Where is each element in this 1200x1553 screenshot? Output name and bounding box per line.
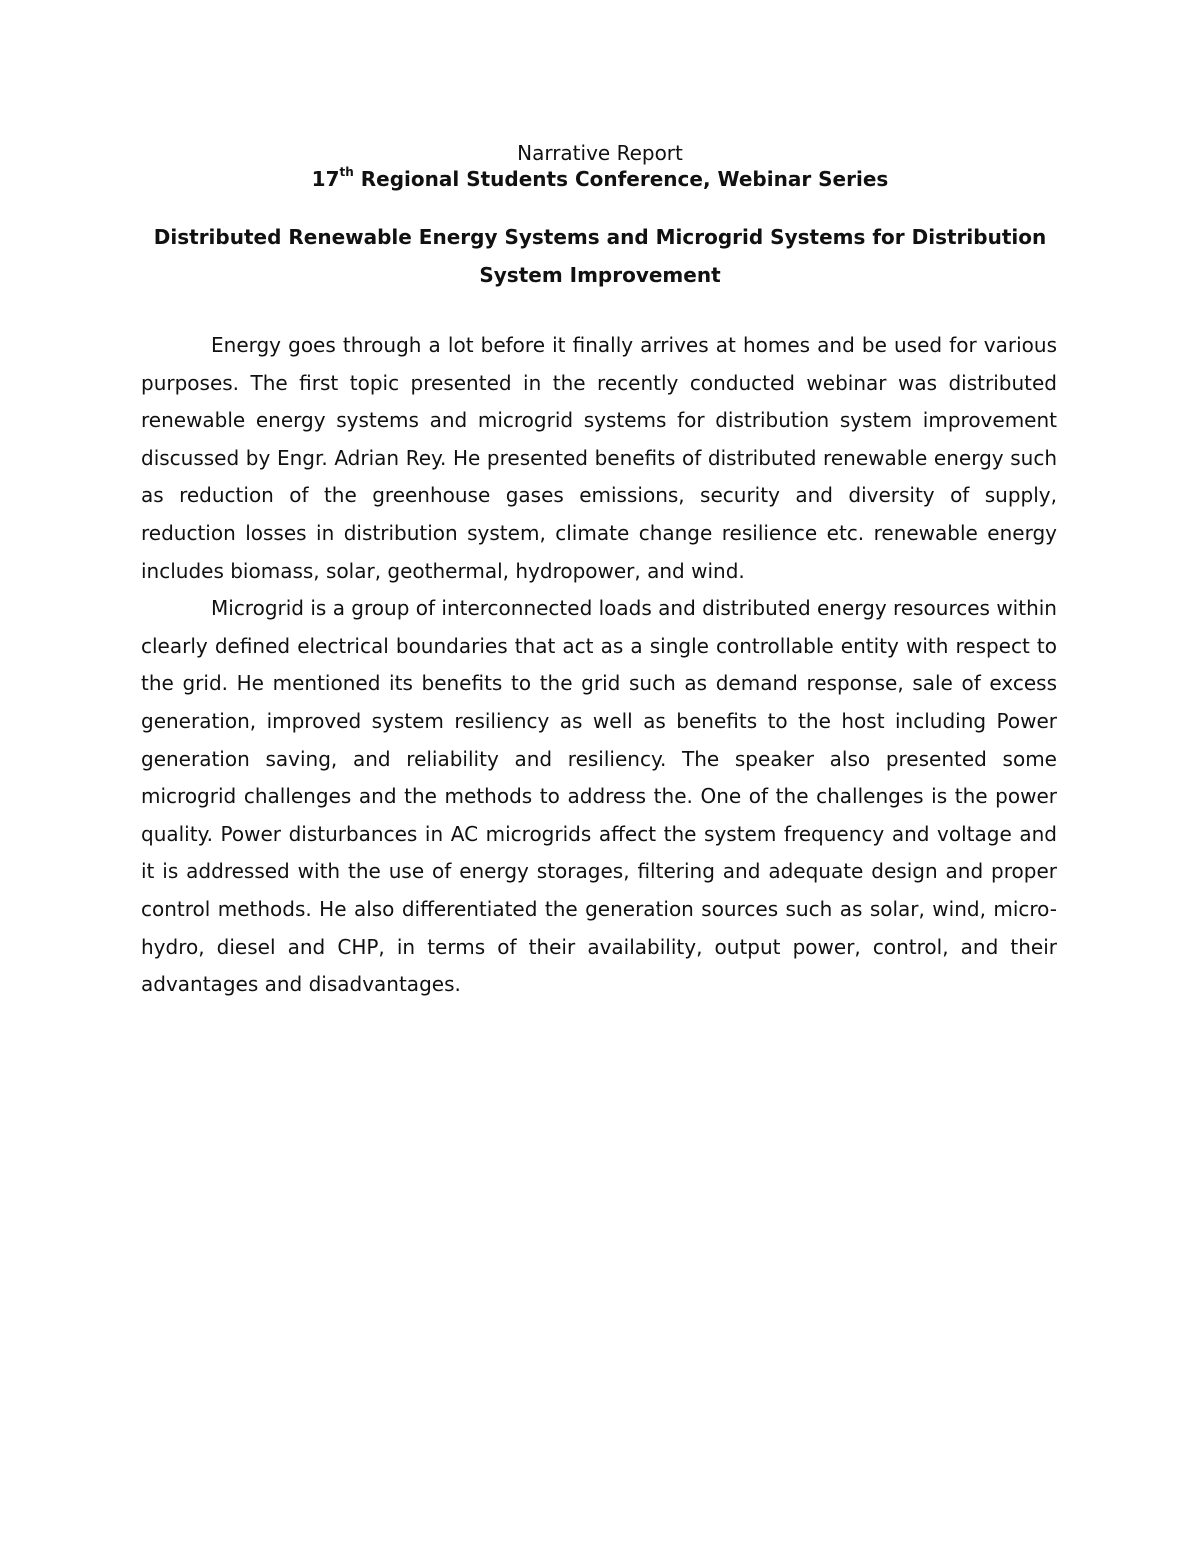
conference-name: Regional Students Conference, Webinar Series xyxy=(353,167,889,191)
topic-title: Distributed Renewable Energy Systems and Microgrid Systems for Distribution System Improvement xyxy=(153,225,1047,287)
report-body xyxy=(141,327,1057,1004)
conference-title xyxy=(0,166,1200,192)
paragraph-renewable-energy: Energy goes through a lot before it finally arrives at homes and be used for various purposes. The first topic presented in the recently conducted webinar was distributed renewable energy systems and microgrid systems for distribution system improvement discussed by Engr. Adrian Rey. He presented benefits of distributed renewable energy such as reduction of the greenhouse gases emissions, security and diversity of supply, reduction losses in distribution system, climate change resilience etc. renewable energy includes biomass, solar, geothermal, hydropower, and wind. xyxy=(141,333,1057,583)
conference-ordinal-suffix: th xyxy=(339,165,354,180)
paragraph-microgrid: Microgrid is a group of interconnected loads and distributed energy resources within clearly defined electrical boundaries that act as a single controllable entity with respect to the grid. He mentioned its benefits to the grid such as demand response, sale of excess generation, improved system resiliency as well as benefits to the host including Power generation saving, and reliability and resiliency. The speaker also presented some microgrid challenges and the methods to address the. One of the challenges is the power quality. Power disturbances in AC microgrids affect the system frequency and voltage and it is addressed with the use of energy storages, filtering and adequate design and proper control methods. He also differentiated the generation sources such as solar, wind, micro-hydro, diesel and CHP, in terms of their availability, output power, control, and their advantages and disadvantages. xyxy=(141,596,1057,997)
document-header xyxy=(0,140,1200,192)
conference-number: 17 xyxy=(311,167,340,191)
report-title: Narrative Report xyxy=(517,141,683,165)
